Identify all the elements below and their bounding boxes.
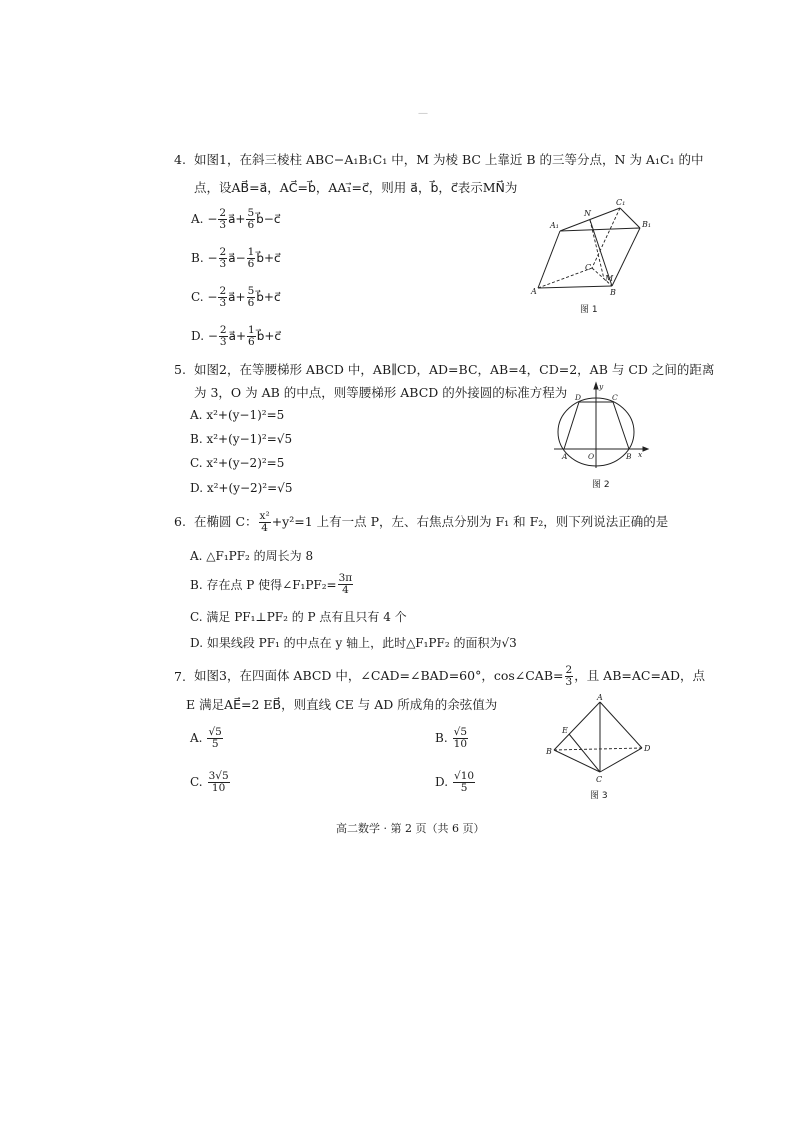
edge-a-b: [538, 286, 612, 288]
q4-number: 4.: [174, 152, 186, 167]
label-d: D: [644, 744, 651, 753]
label-c: C: [585, 263, 592, 272]
label-a: A: [562, 452, 568, 461]
edge-a1-b1: [560, 228, 640, 231]
q5-option-c[interactable]: C. x²+(y−2)²=5: [190, 456, 285, 470]
label-d: D: [575, 393, 582, 402]
option-label: D.: [190, 481, 204, 495]
fraction: $\frac{√10}{5}$: [454, 769, 475, 794]
label-e: E: [562, 726, 568, 735]
q5-number: 5.: [174, 362, 186, 377]
option-label: D.: [435, 775, 449, 789]
fraction: $\frac{1}{6}$: [247, 246, 255, 270]
q5-line1: 如图2，在等腰梯形 ABCD 中，AB∥CD，AD=BC，AB=4，CD=2，AB 与 CD 之间的距离: [194, 362, 715, 377]
label-b: B: [626, 452, 632, 461]
fraction: $\frac{2}{3}$: [219, 207, 227, 231]
fraction: $\frac{5}{6}$: [247, 207, 255, 231]
edge-a-c: [538, 268, 592, 288]
option-label: B.: [435, 731, 448, 745]
q6-number: 6.: [174, 514, 186, 529]
x-axis-arrow: [643, 447, 648, 451]
fraction: $\frac{2}{3}$: [219, 285, 227, 309]
figure-2-caption: 图 2: [592, 480, 610, 490]
figure-3-caption: 图 3: [590, 791, 608, 801]
label-m: M: [605, 274, 614, 283]
q4-line1: 如图1，在斜三棱柱 ABC−A₁B₁C₁ 中，M 为棱 BC 上靠近 B 的三等分点，N 为 A₁C₁ 的中: [194, 152, 704, 167]
fraction: $\frac{√5}{10}$: [453, 725, 468, 750]
label-b: B: [546, 747, 552, 756]
label-b1: B₁: [642, 220, 652, 229]
top-mark: —: [418, 108, 428, 119]
fraction: $\frac{\text{x²}}{4}$: [259, 509, 270, 534]
q5-line2: 为 3，O 为 AB 的中点，则等腰梯形 ABCD 的外接圆的标准方程为: [194, 385, 568, 400]
q5-option-a[interactable]: A. x²+(y−1)²=5: [190, 408, 285, 422]
q4-line2: 点，设AB⃗=a⃗，AC⃗=b⃗，AA₁⃗=c⃗，则用 a⃗，b⃗，c⃗表示MN⃗为: [194, 180, 518, 195]
option-label: C.: [191, 290, 204, 304]
label-n: N: [584, 209, 591, 218]
edge-c1-b1: [620, 208, 640, 228]
option-label: A.: [190, 731, 203, 745]
segment-e-c: [569, 734, 600, 772]
q5-option-d[interactable]: D. x²+(y−2)²=√5: [190, 481, 293, 495]
q7-option-d[interactable]: [435, 766, 476, 798]
option-label: D.: [191, 329, 205, 343]
label-c: C: [612, 393, 618, 402]
label-c1: C₁: [616, 198, 626, 207]
q6-option-b[interactable]: B. 存在点 P 使得∠F₁PF₂= $\frac{3\pi}{4}$: [190, 571, 353, 596]
q5-option-b[interactable]: B. x²+(y−1)²=√5: [190, 432, 293, 446]
q7-option-b[interactable]: [435, 722, 469, 754]
edge-b-d-hidden: [554, 748, 642, 750]
label-b: B: [610, 288, 616, 297]
edge-a-d: [600, 702, 642, 748]
edge-b1-b: [612, 228, 640, 286]
q6-option-d[interactable]: D. 如果线段 PF₁ 的中点在 y 轴上，此时△F₁PF₂ 的面积为√3: [190, 636, 517, 650]
label-x: x: [638, 450, 643, 459]
option-label: A.: [191, 212, 204, 226]
option-label: B.: [191, 251, 204, 265]
edge-b-c: [554, 750, 600, 772]
label-y: y: [599, 382, 604, 391]
option-label: C.: [190, 456, 203, 470]
q7-option-c[interactable]: [190, 766, 231, 798]
q7-line1: 如图3，在四面体 ABCD 中，∠CAD=∠BAD=60°，cos∠CAB= $\frac{2}{3}$ ，且 AB=AC=AD，点: [194, 663, 705, 688]
fraction: $\frac{√5}{5}$: [208, 725, 222, 750]
label-a: A: [597, 694, 603, 702]
q4-option-b[interactable]: B. − $\frac{2}{3}$ a⃗− $\frac{1}{6}$ b⃗+c⃗: [191, 246, 281, 270]
option-label: C.: [190, 775, 203, 789]
label-a: A: [531, 287, 537, 296]
label-a1: A₁: [550, 221, 559, 230]
option-label: B.: [190, 432, 203, 446]
q6-stem: 在椭圆 C： $\frac{\text{x²}}{4}$ +y²=1 上有一点 P，左、右焦点分别为 F₁ 和 F₂，则下列说法正确的是: [194, 509, 669, 534]
q7-line2: E 满足AE⃗=2 EB⃗，则直线 CE 与 AD 所成角的余弦值为: [186, 697, 498, 712]
figure-3-tetrahedron: [544, 694, 656, 788]
q6-option-a[interactable]: A. △F₁PF₂ 的周长为 8: [190, 549, 314, 563]
fraction: $\frac{2}{3}$: [565, 663, 573, 688]
edge-c-d: [600, 748, 642, 772]
figure-1-caption: 图 1: [580, 305, 598, 315]
q7-option-a[interactable]: [190, 722, 224, 754]
label-o: O: [588, 452, 595, 461]
q7-number: 7.: [174, 669, 186, 684]
edge-a1-a: [538, 231, 560, 288]
fraction: $\frac{3√5}{10}$: [208, 769, 229, 794]
fraction: $\frac{5}{6}$: [247, 285, 255, 309]
figure-2-circle-trapezoid: [552, 380, 652, 472]
fraction: $\frac{2}{3}$: [219, 246, 227, 270]
edge-a-b: [554, 702, 600, 750]
page-footer: 高二数学 · 第 2 页（共 6 页）: [336, 822, 485, 835]
fraction: $\frac{1}{6}$: [248, 324, 255, 348]
q4-option-c[interactable]: C. − $\frac{2}{3}$ a⃗+ $\frac{5}{6}$ b⃗+c⃗: [191, 285, 281, 309]
q6-option-c[interactable]: C. 满足 PF₁⊥PF₂ 的 P 点有且只有 4 个: [190, 610, 407, 624]
segment-n-m: [590, 220, 604, 279]
fraction: $\frac{2}{3}$: [219, 324, 227, 348]
label-c: C: [596, 775, 603, 784]
q4-option-a[interactable]: A. − $\frac{2}{3}$ a⃗+ $\frac{5}{6}$ b⃗−c⃗: [191, 207, 281, 231]
y-axis-arrow: [594, 383, 598, 389]
fraction: $\frac{3\pi}{4}$: [338, 571, 353, 596]
option-label: A.: [190, 408, 203, 422]
q4-option-d[interactable]: D. − $\frac{2}{3}$ a⃗+ $\frac{1}{6}$ b⃗+c⃗: [191, 324, 281, 348]
